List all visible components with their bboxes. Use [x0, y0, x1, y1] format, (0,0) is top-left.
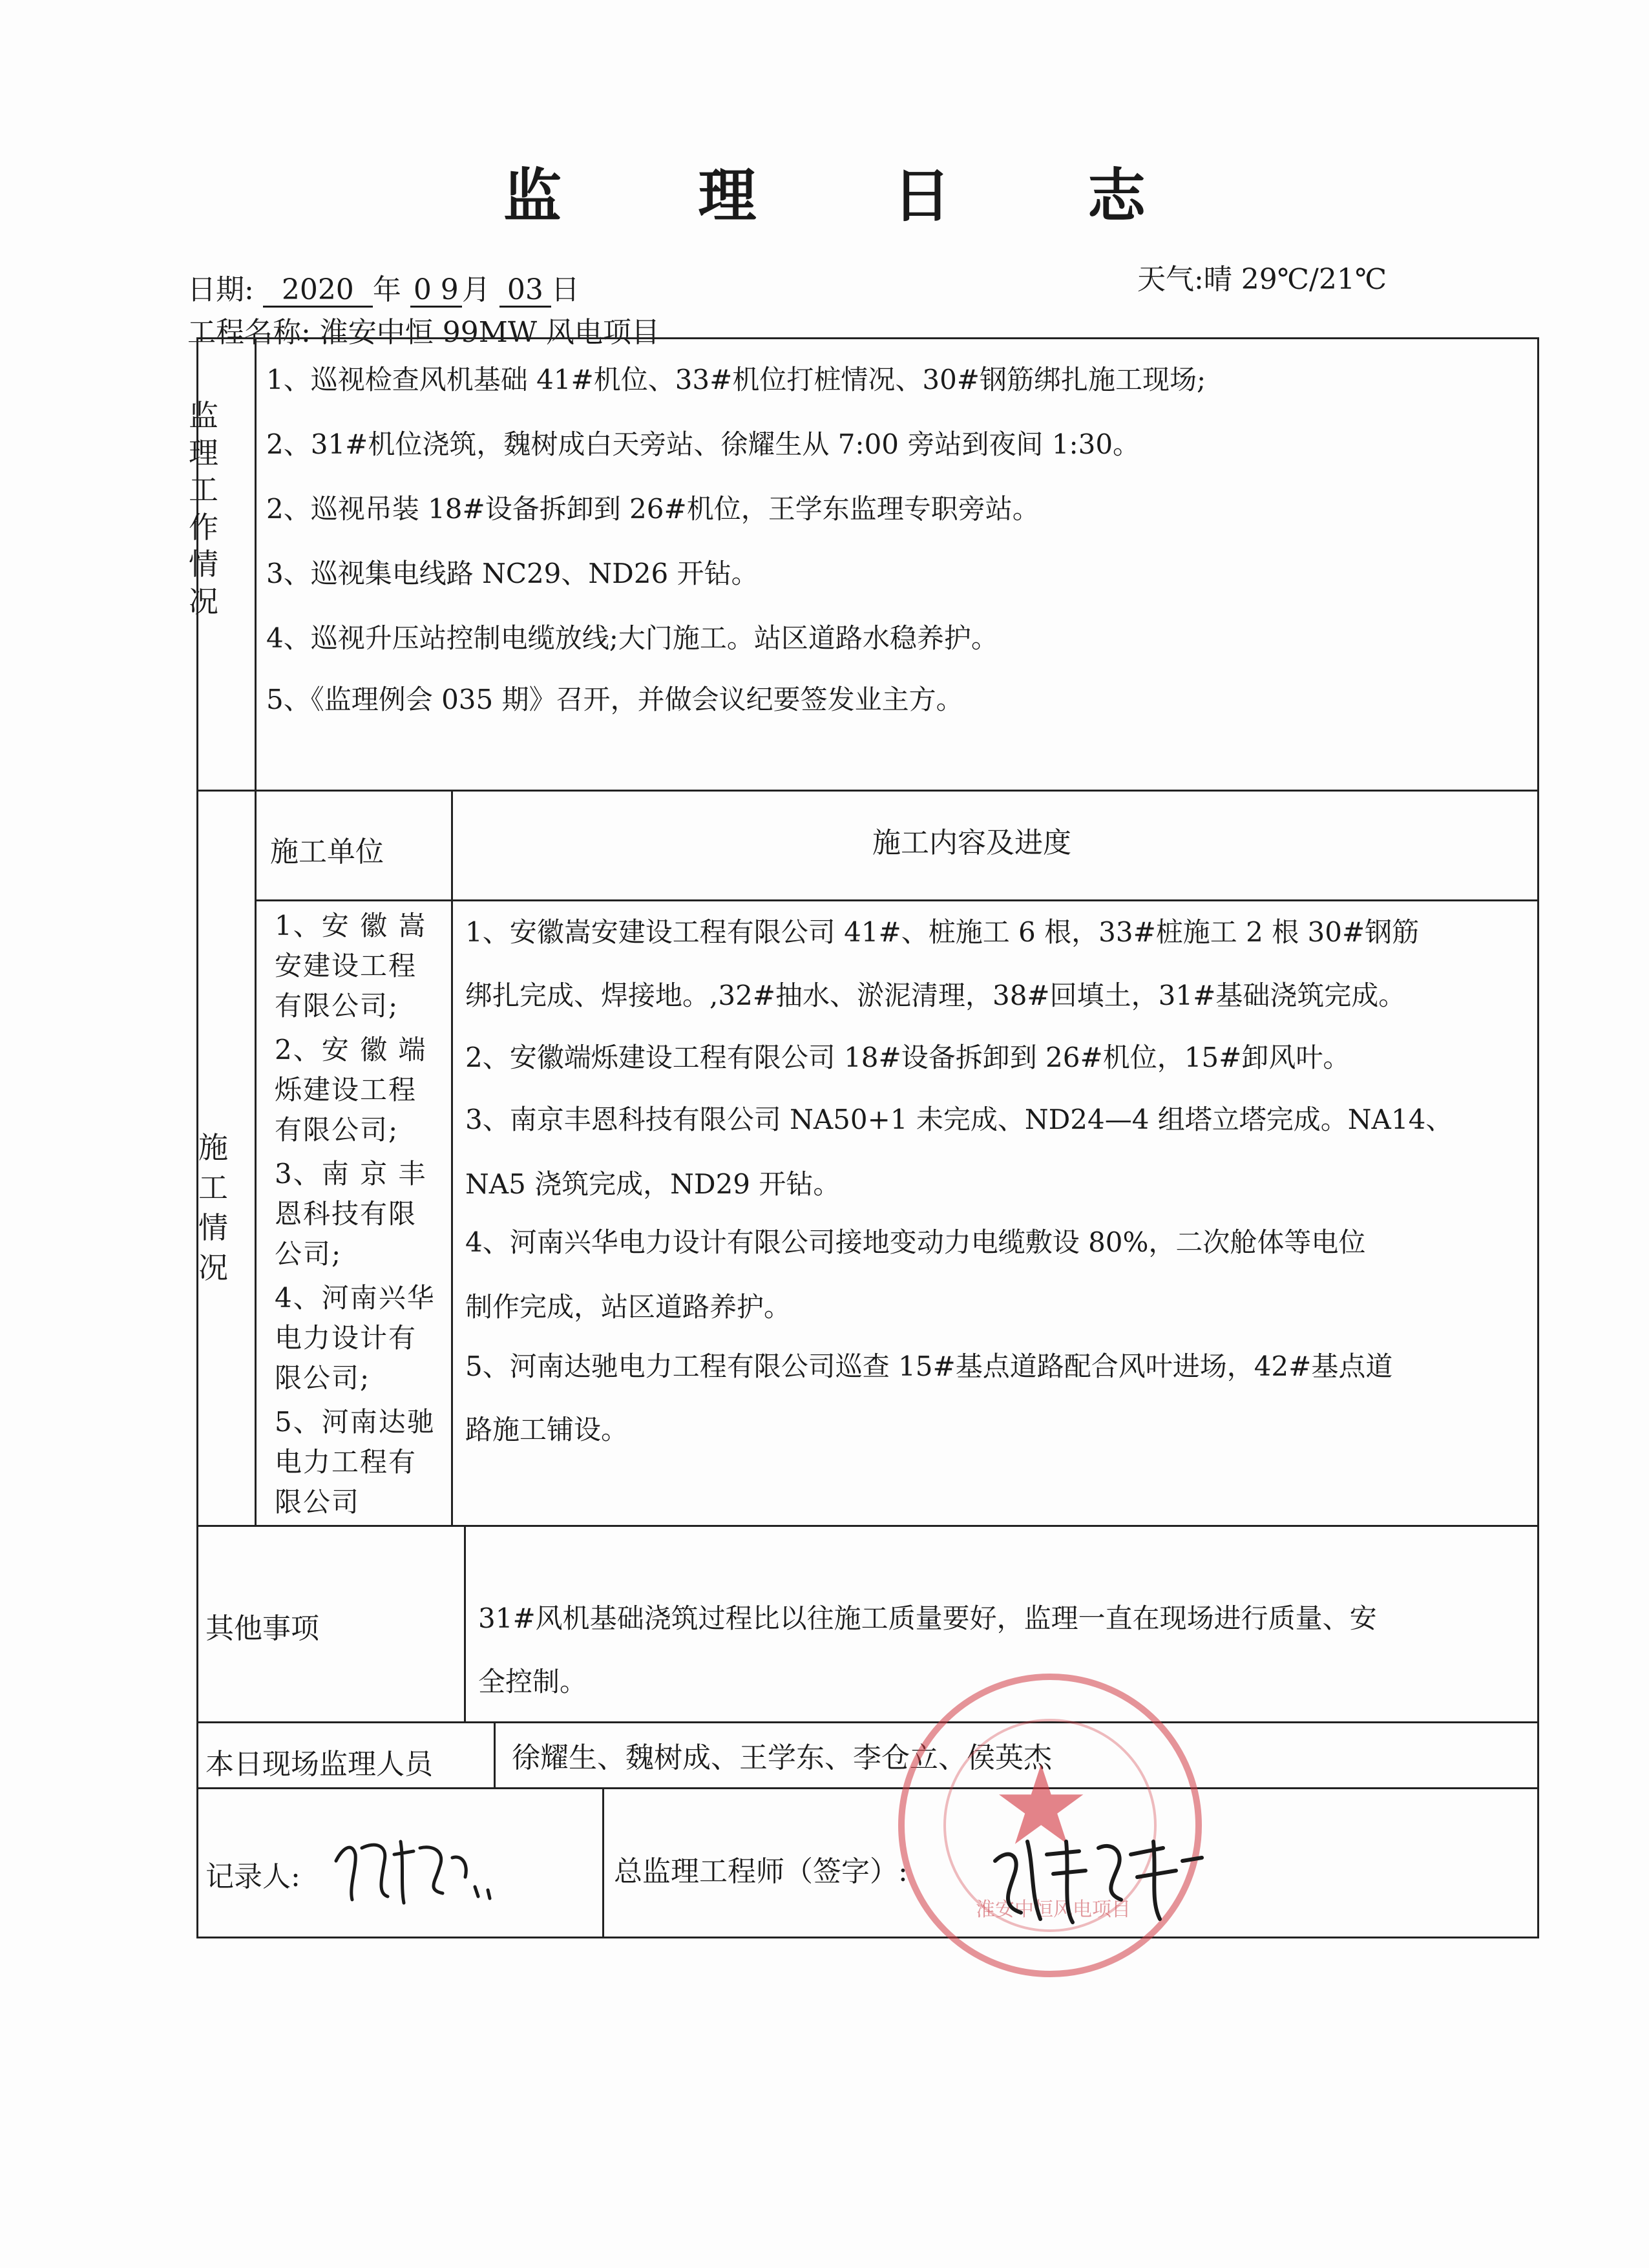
unit-line: 2、安 徽 端 — [275, 1034, 427, 1066]
unit-line: 1、安 徽 嵩 — [275, 910, 427, 941]
unit-line: 安建设工程 — [275, 950, 417, 982]
unit-line: 电力设计有 — [275, 1322, 417, 1354]
seal-star-icon: ★ — [992, 1742, 1091, 1870]
work-item: 2、31#机位浇筑，魏树成白天旁站、徐耀生从 7:00 旁站到夜间 1:30。 — [266, 428, 1140, 460]
row-divider — [196, 1787, 1539, 1789]
staff-label: 本日现场监理人员 — [205, 1748, 433, 1781]
other-matters-line: 31#风机基础浇筑过程比以往施工质量要好，监理一直在现场进行质量、安 — [478, 1602, 1377, 1634]
row-divider — [196, 790, 1539, 792]
unit-line: 有限公司; — [275, 990, 399, 1022]
unit-line: 公司; — [275, 1238, 342, 1270]
work-item: 2、巡视吊装 18#设备拆卸到 26#机位，王学东监理专职旁站。 — [266, 493, 1040, 525]
construction-section-label: 施 工 情 况 — [198, 1130, 228, 1286]
unit-line: 3、南 京 丰 — [275, 1158, 427, 1190]
col-divider — [494, 1721, 496, 1787]
unit-line: 电力工程有 — [275, 1446, 417, 1478]
date-line — [187, 266, 580, 308]
unit-line: 5、河南达驰 — [275, 1406, 436, 1438]
weather: 天气:晴 29℃/21℃ — [1137, 263, 1387, 296]
recorder-signature — [323, 1822, 504, 1913]
content-line: 3、南京丰恩科技有限公司 NA50+1 未完成、ND24—4 组塔立塔完成。NA14、 — [465, 1104, 1453, 1135]
date-year: 2020 — [263, 275, 373, 308]
work-item: 5、《监理例会 035 期》召开，并做会议纪要签发业主方。 — [266, 684, 963, 715]
project-name: 工程名称: 淮安中恒 99MW 风电项目 — [187, 316, 660, 349]
row-divider — [196, 1721, 1539, 1723]
content-line: 制作完成，站区道路养护。 — [465, 1291, 792, 1323]
col-divider — [451, 790, 453, 1525]
year-unit: 年 — [372, 273, 401, 306]
chief-engineer-label: 总监理工程师（签字）: — [614, 1855, 908, 1888]
unit-line: 限公司 — [275, 1486, 361, 1518]
day-unit: 日 — [551, 273, 580, 306]
content-line: 绑扎完成、焊接地。,32#抽水、淤泥清理，38#回填土，31#基础浇筑完成。 — [465, 980, 1406, 1011]
content-column-header: 施工内容及进度 — [872, 826, 1071, 859]
work-section-label: 监 理 工 作 情 况 — [189, 398, 218, 619]
work-item: 4、巡视升压站控制电缆放线;大门施工。站区道路水稳养护。 — [266, 622, 998, 654]
other-matters-line: 全控制。 — [478, 1666, 587, 1697]
unit-line: 恩科技有限 — [275, 1198, 417, 1230]
unit-line: 4、河南兴华 — [275, 1282, 436, 1314]
chief-engineer-signature — [982, 1816, 1215, 1932]
unit-line: 有限公司; — [275, 1114, 399, 1146]
row-divider — [255, 899, 1539, 901]
content-line: 1、安徽嵩安建设工程有限公司 41#、桩施工 6 根，33#桩施工 2 根 30#钢筋 — [465, 916, 1420, 948]
seal-text: 淮安中恒风电项目 — [976, 1898, 1131, 1921]
other-matters-label: 其他事项 — [205, 1612, 319, 1645]
staff-names: 徐耀生、魏树成、王学东、李仓立、侯英杰 — [512, 1741, 1052, 1774]
unit-line: 限公司; — [275, 1362, 371, 1394]
month-unit: 月 — [461, 273, 490, 306]
date-day: 03 — [499, 275, 551, 308]
content-line: NA5 浇筑完成，ND29 开钻。 — [465, 1168, 841, 1200]
content-line: 路施工铺设。 — [465, 1414, 629, 1445]
col-divider — [255, 337, 257, 1525]
work-item: 1、巡视检查风机基础 41#机位、33#机位打桩情况、30#钢筋绑扎施工现场; — [266, 364, 1206, 395]
col-divider — [464, 1525, 466, 1721]
date-label: 日期: — [187, 273, 254, 306]
row-divider — [196, 1525, 1539, 1527]
content-line: 2、安徽端烁建设工程有限公司 18#设备拆卸到 26#机位，15#卸风叶。 — [465, 1042, 1350, 1073]
col-divider — [602, 1787, 604, 1938]
content-line: 5、河南达驰电力工程有限公司巡查 15#基点道路配合风叶进场，42#基点道 — [465, 1350, 1393, 1382]
content-line: 4、河南兴华电力设计有限公司接地变动力电缆敷设 80%，二次舱体等电位 — [465, 1226, 1366, 1258]
unit-column-header: 施工单位 — [270, 835, 384, 868]
recorder-label: 记录人: — [205, 1860, 300, 1893]
work-item: 3、巡视集电线路 NC29、ND26 开钻。 — [266, 558, 759, 589]
date-month: 0 9 — [410, 275, 462, 308]
document-title: 监 理 日 志 — [503, 162, 1204, 230]
unit-line: 烁建设工程 — [275, 1074, 417, 1106]
